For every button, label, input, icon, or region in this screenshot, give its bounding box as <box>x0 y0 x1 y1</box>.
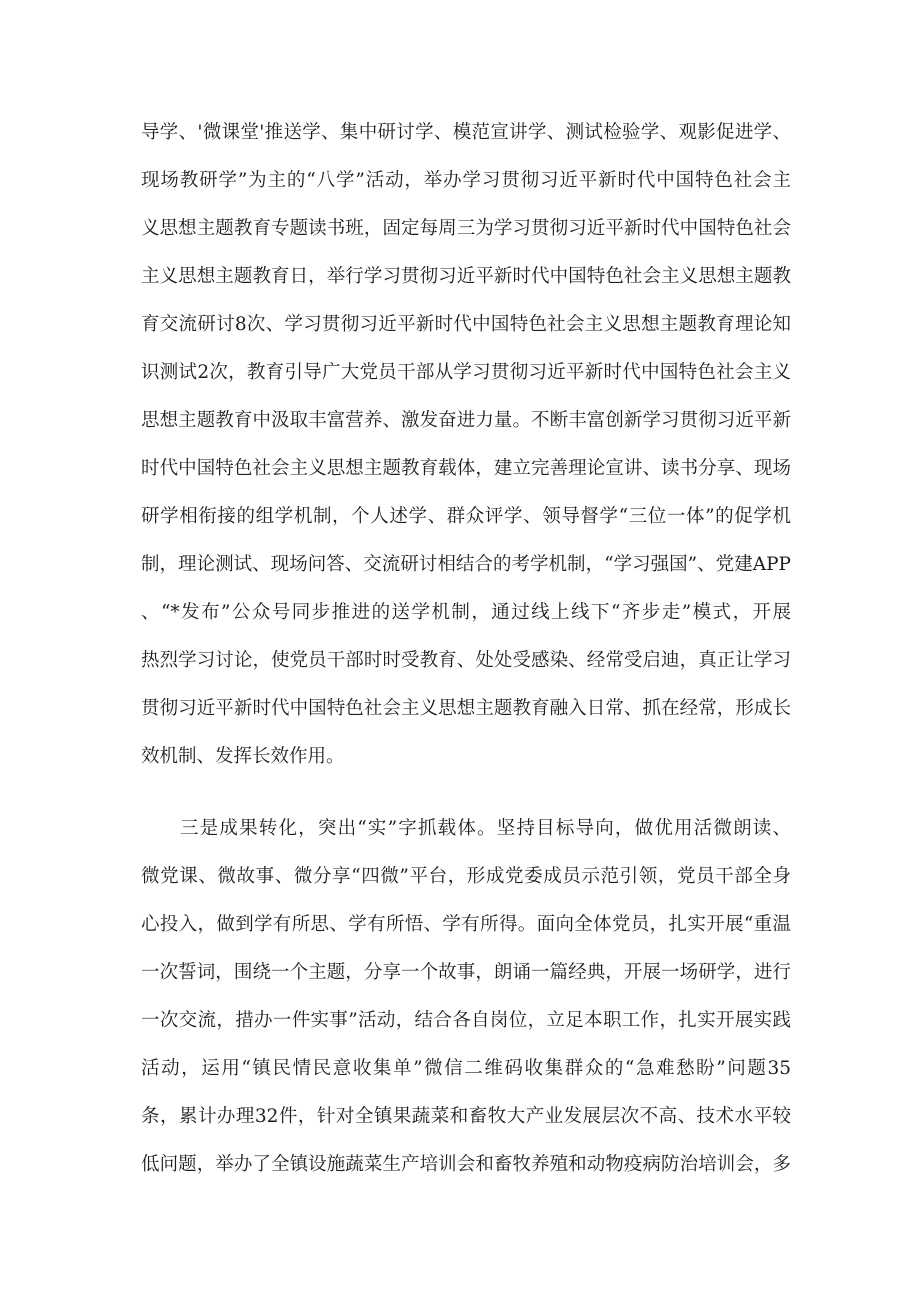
paragraph-2-line-3: 心投入，做到学有所思、学有所悟、学有所得。面向全体党员，扎实开展“重温 <box>141 914 791 935</box>
paragraph-2-line-5: 一次交流，措办一件实事”活动，结合各自岗位，立足本职工作，扎实开展实践 <box>141 1010 791 1031</box>
paragraph-1-line-4: 主义思想主题教育日，举行学习贯彻习近平新时代中国特色社会主义思想主题教 <box>141 266 791 287</box>
paragraph-1-line-1: 导学、'微课堂'推送学、集中研讨学、模范宣讲学、测试检验学、观影促进学、 <box>141 122 791 143</box>
paragraph-1-line-10: 制，理论测试、现场问答、交流研讨相结合的考学机制，“学习强国”、党建APP <box>141 554 791 575</box>
paragraph-1-line-7: 思想主题教育中汲取丰富营养、激发奋进力量。不断丰富创新学习贯彻习近平新 <box>141 410 791 431</box>
paragraph-1-line-11: 、“*发布”公众号同步推进的送学机制，通过线上线下“齐步走”模式，开展 <box>141 602 791 623</box>
paragraph-2-line-8: 低问题，举办了全镇设施蔬菜生产培训会和畜牧养殖和动物疫病防治培训会，多 <box>141 1154 791 1175</box>
paragraph-2-line-1: 三是成果转化，突出“实”字抓载体。坚持目标导向，做优用活微朗读、 <box>180 818 791 839</box>
paragraph-1-line-2: 现场教研学”为主的“八学”活动，举办学习贯彻习近平新时代中国特色社会主 <box>141 170 791 191</box>
paragraph-1-line-5: 育交流研讨8次、学习贯彻习近平新时代中国特色社会主义思想主题教育理论知 <box>141 314 791 335</box>
paragraph-2-line-4: 一次誓词，围绕一个主题，分享一个故事，朗诵一篇经典，开展一场研学，进行 <box>141 962 791 983</box>
paragraph-1-line-13: 贯彻习近平新时代中国特色社会主义思想主题教育融入日常、抓在经常，形成长 <box>141 698 791 719</box>
paragraph-1-line-8: 时代中国特色社会主义思想主题教育载体，建立完善理论宣讲、读书分享、现场 <box>141 458 791 479</box>
paragraph-1-line-9: 研学相衔接的组学机制，个人述学、群众评学、领导督学“三位一体”的促学机 <box>141 506 791 527</box>
paragraph-2-line-6: 活动，运用“镇民情民意收集单”微信二维码收集群众的“急难愁盼”问题35 <box>141 1058 791 1079</box>
paragraph-2-line-7: 条，累计办理32件，针对全镇果蔬菜和畜牧大产业发展层次不高、技术水平较 <box>141 1106 791 1127</box>
paragraph-1-line-6: 识测试2次，教育引导广大党员干部从学习贯彻习近平新时代中国特色社会主义 <box>141 362 791 383</box>
paragraph-1-line-3: 义思想主题教育专题读书班，固定每周三为学习贯彻习近平新时代中国特色社会 <box>141 218 791 239</box>
paragraph-1-line-12: 热烈学习讨论，使党员干部时时受教育、处处受感染、经常受启迪，真正让学习 <box>141 650 791 671</box>
paragraph-2-line-2: 微党课、微故事、微分享“四微”平台，形成党委成员示范引领，党员干部全身 <box>141 866 791 887</box>
paragraph-1-line-14: 效机制、发挥长效作用。 <box>141 746 345 767</box>
